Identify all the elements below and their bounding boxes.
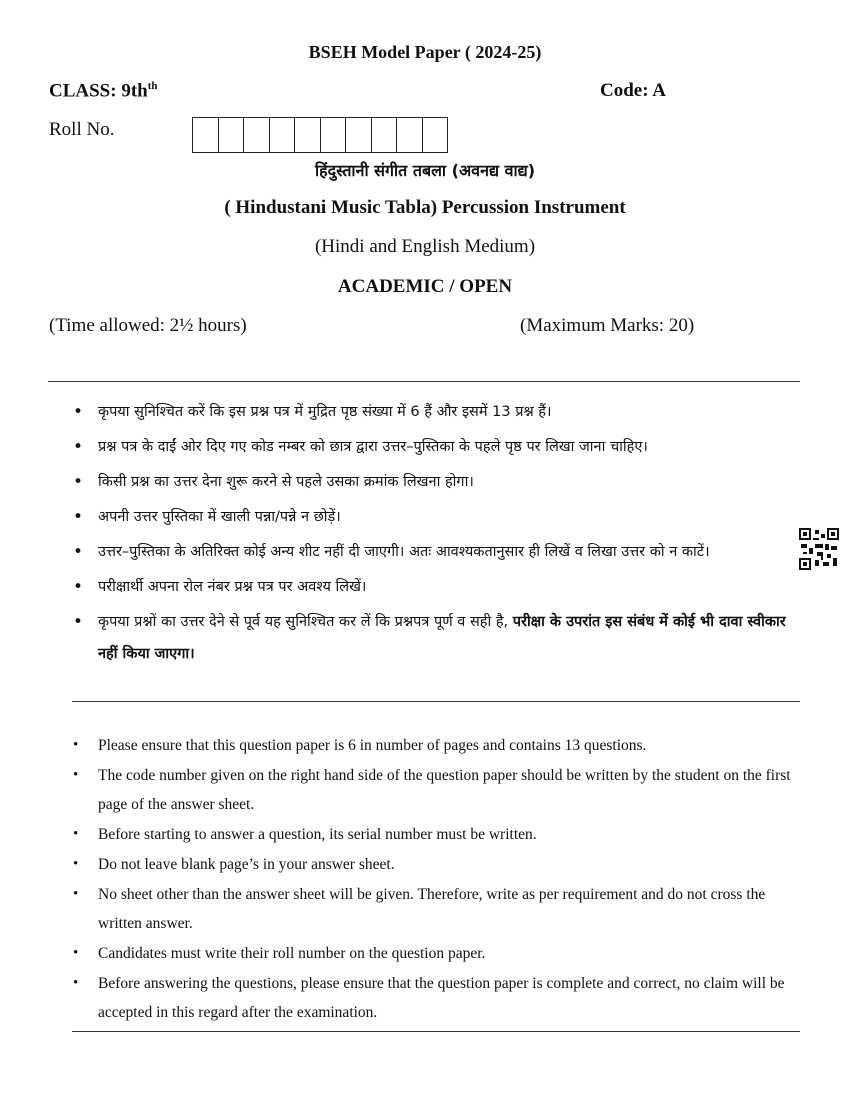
bullet-icon: • — [73, 737, 79, 753]
instructions-hindi — [73, 396, 804, 673]
subject-hindi: हिंदुस्तानी संगीत तबला (अवनद्य वाद्य) — [314, 161, 536, 180]
bullet-icon: • — [73, 945, 79, 961]
bullet-icon: • — [73, 856, 79, 872]
list-item — [73, 536, 804, 568]
bullet-icon: • — [73, 402, 84, 422]
roll-number-box[interactable] — [295, 117, 321, 153]
roll-number-box[interactable] — [244, 117, 270, 153]
paper-code: Code: A — [600, 80, 666, 101]
list-item — [73, 501, 804, 533]
paper-title: BSEH Model Paper ( 2024-25) — [308, 42, 542, 62]
instruction-text: परीक्षार्थी अपना रोल नंबर प्रश्न पत्र पर अवश्य लिखें। — [98, 579, 367, 595]
list-item — [73, 969, 800, 1027]
roll-number-box[interactable] — [219, 117, 245, 153]
instruction-text: The code number given on the right hand side of the question paper should be written by the student on the first page of the answer sheet. — [98, 767, 791, 813]
list-item — [73, 731, 800, 760]
roll-number-box[interactable] — [321, 117, 347, 153]
instruction-emphasis: परीक्षा के उपरांत इस संबंध में कोई भी दावा स्वीकार नहीं किया जाएगा। — [98, 614, 786, 662]
list-item — [73, 396, 804, 428]
instruction-text: उत्तर–पुस्तिका के अतिरिक्त कोई अन्य शीट नहीं दी जाएगी। अतः आवश्यकतानुसार ही लिखें व लिखा उत्तर को न काटें। — [98, 544, 710, 560]
bullet-icon: • — [73, 826, 79, 842]
instruction-text: Please ensure that this question paper is 6 in number of pages and contains 13 questions. — [98, 737, 647, 754]
class-label — [49, 80, 158, 102]
roll-number-box[interactable] — [423, 117, 449, 153]
roll-number-box[interactable] — [372, 117, 398, 153]
instructions-english — [73, 731, 800, 1028]
instruction-text: Before starting to answer a question, its serial number must be written. — [98, 826, 537, 843]
category-label: ACADEMIC / OPEN — [337, 276, 513, 297]
instruction-text: प्रश्न पत्र के दाईं ओर दिए गए कोड नम्बर को छात्र द्वारा उत्तर–पुस्तिका के पहले पृष्ठ पर लिखा जाना चाहिए। — [98, 439, 648, 455]
bullet-icon: • — [73, 975, 79, 991]
instruction-text: कृपया प्रश्नों का उत्तर देने से पूर्व यह सुनिश्चित कर लें कि प्रश्नपत्र पूर्ण व सही है, — [98, 614, 513, 630]
bullet-icon: • — [73, 507, 84, 527]
bullet-icon: • — [73, 886, 79, 902]
subject-english: ( Hindustani Music Tabla) Percussion Instrument — [224, 197, 626, 218]
instruction-text: Before answering the questions, please ensure that the question paper is complete and correct, no claim will be accepted in this regard after the examination. — [98, 975, 785, 1021]
roll-number-box[interactable] — [346, 117, 372, 153]
roll-number-box[interactable] — [397, 117, 423, 153]
class-superscript: th — [147, 80, 158, 92]
list-item — [73, 606, 804, 670]
instruction-text: Do not leave blank page’s in your answer sheet. — [98, 856, 395, 873]
list-item — [73, 761, 800, 819]
instruction-text: कृपया सुनिश्चित करें कि इस प्रश्न पत्र में मुद्रित पृष्ठ संख्या में 6 हैं और इसमें 13 प्रश्न हैं। — [98, 404, 552, 420]
list-item — [73, 850, 800, 879]
class-text: CLASS: 9th — [49, 80, 148, 102]
bullet-icon: • — [73, 542, 84, 562]
list-item — [73, 431, 804, 463]
qr-code-icon — [799, 528, 839, 570]
bullet-icon: • — [73, 767, 79, 783]
roll-number-box[interactable] — [193, 117, 219, 153]
list-item — [73, 939, 800, 968]
maximum-marks: (Maximum Marks: 20) — [520, 315, 695, 336]
list-item — [73, 820, 800, 849]
bullet-icon: • — [73, 472, 84, 492]
bullet-icon: • — [73, 577, 84, 597]
time-allowed: (Time allowed: 2½ hours) — [49, 315, 247, 336]
instruction-text: No sheet other than the answer sheet will be given. Therefore, write as per requirement and do not cross the written answer. — [98, 886, 766, 932]
roll-number-box[interactable] — [270, 117, 296, 153]
roll-number-label: Roll No. — [49, 119, 115, 140]
instruction-text: किसी प्रश्न का उत्तर देना शुरू करने से पहले उसका क्रमांक लिखना होगा। — [98, 474, 474, 490]
instruction-text: अपनी उत्तर पुस्तिका में खाली पन्ना/पन्ने न छोड़ें। — [98, 509, 341, 525]
divider-middle — [72, 701, 800, 702]
list-item — [73, 880, 800, 938]
instruction-text: Candidates must write their roll number on the question paper. — [98, 945, 486, 962]
bullet-icon: • — [73, 437, 84, 457]
medium-note: (Hindi and English Medium) — [314, 236, 536, 257]
roll-number-boxes[interactable] — [192, 117, 448, 153]
bullet-icon: • — [73, 612, 84, 632]
divider-bottom — [72, 1031, 800, 1032]
list-item — [73, 466, 804, 498]
list-item — [73, 571, 804, 603]
divider-top — [48, 381, 800, 382]
